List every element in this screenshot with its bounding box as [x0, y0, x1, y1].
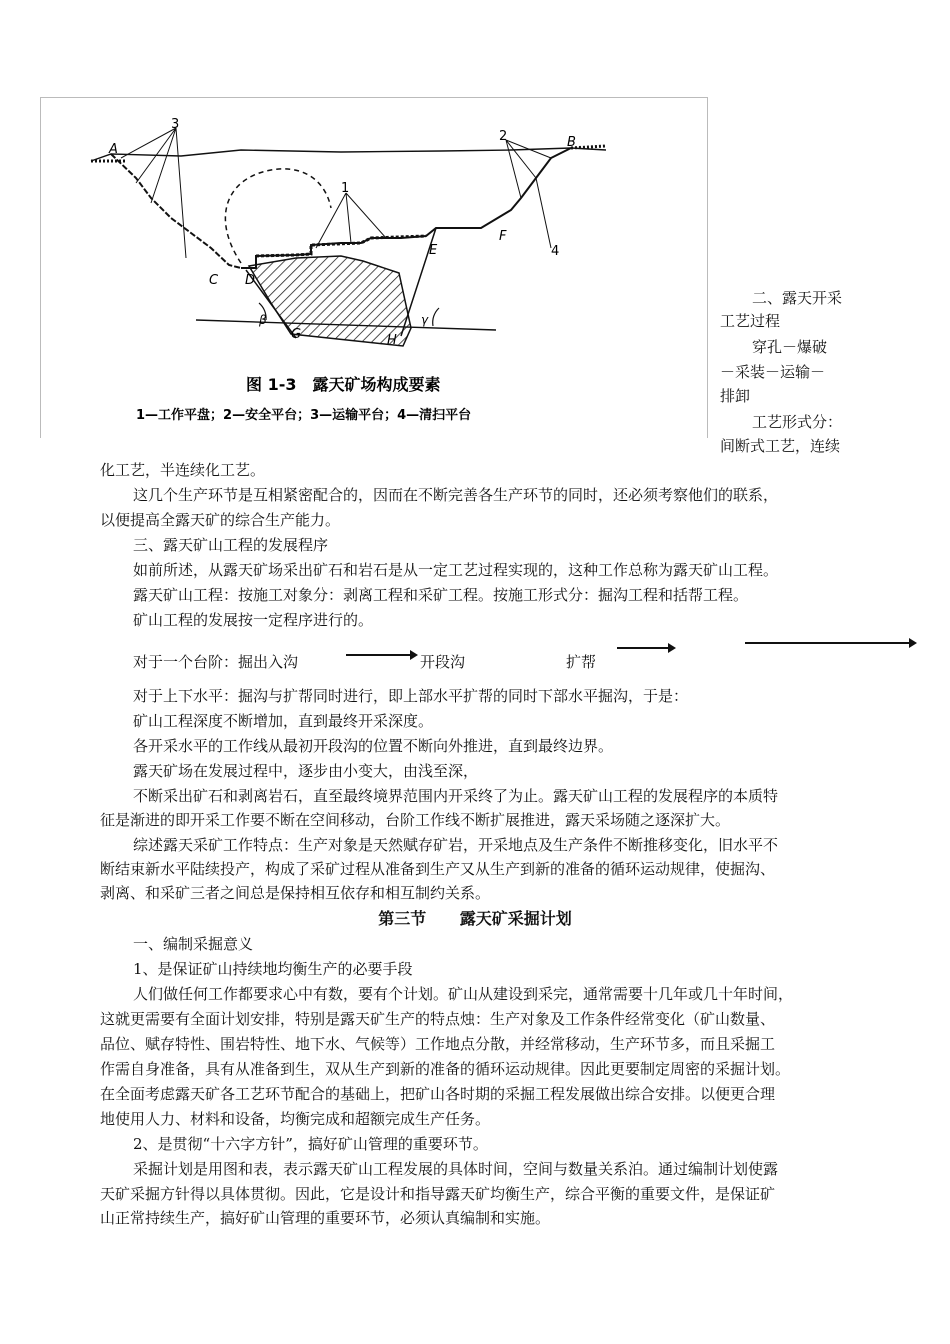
sub-heading-1: 一、编制采掘意义	[133, 935, 254, 953]
para-3b: 露天矿山工程：按施工对象分：剥离工程和采矿工程。按施工形式分：掘沟工程和括帮工程。	[133, 586, 749, 604]
para-q2c: 山正常持续生产，搞好矿山管理的重要环节，必须认真编制和实施。	[100, 1209, 551, 1227]
label-2: 2	[499, 129, 508, 144]
para-5: 矿山工程深度不断增加，直到最终开采深度。	[133, 712, 434, 730]
sub-heading-2: 1、是保证矿山持续地均衡生产的必要手段	[133, 960, 413, 978]
para-q1d: 作需自身准备，具有从准备到生，双从生产到新的准备的循环运动规律。因此更要制定周密的采掘计划。	[100, 1060, 791, 1078]
para-q1c: 品位、赋存特性、围岩特性、地下水、气候等）工作地点分散，并经常移动，生产环节多，而且采掘工	[100, 1035, 776, 1053]
flow-arrow-1	[346, 654, 416, 656]
para-3a: 如前所述，从露天矿场采出矿石和岩石是从一定工艺过程实现的，这种工作总称为露天矿山工程。	[133, 561, 779, 579]
section-heading	[0, 906, 950, 929]
figure-caption: 图 1-3 露天矿场构成要素	[246, 375, 441, 394]
para-9b: 断结束新水平陆续投产，构成了采矿过程从准备到生产又从生产到新的准备的循环运动规律，使掘沟、	[100, 860, 776, 878]
flow-arrow-2	[617, 647, 674, 649]
label-f: F	[499, 229, 507, 244]
side-line-3: 穿孔－爆破	[752, 338, 828, 356]
side-line-2: 工艺过程	[720, 312, 781, 330]
label-h: H	[387, 333, 397, 348]
para-q1e: 在全面考虑露天矿各工艺环节配合的基础上，把矿山各时期的采掘工程发展做出综合安排。以便更合理	[100, 1085, 776, 1103]
para-q1b: 这就更需要有全面计划安排，特别是露天矿生产的特点烛：生产对象及工作条件经常变化（矿山数量、	[100, 1010, 776, 1028]
para-2a: 这几个生产环节是互相紧密配合的，因而在不断完善各生产环节的同时，还必须考察他们的联系，	[133, 486, 779, 504]
label-e: E	[429, 243, 438, 258]
para-1: 化工艺，半连续化工艺。	[100, 461, 266, 479]
label-a: A	[109, 142, 118, 157]
flow-mid: 开段沟	[420, 653, 466, 671]
side-line-6: 工艺形式分：	[752, 413, 843, 431]
label-4: 4	[551, 244, 560, 259]
section-number: 第三节	[378, 909, 427, 928]
para-4: 对于上下水平：掘沟与扩帮同时进行，即上部水平扩帮的同时下部水平掘沟，于是：	[133, 687, 689, 705]
para-6: 各开采水平的工作线从最初开段沟的位置不断向外推进，直到最终边界。	[133, 737, 614, 755]
label-3: 3	[171, 117, 180, 132]
para-9a: 综述露天采矿工作特点：生产对象是天然赋存矿岩，开采地点及生产条件不断推移变化，旧水平不	[133, 836, 779, 854]
side-line-1: 二、露天开采	[752, 289, 843, 307]
para-3c: 矿山工程的发展按一定程序进行的。	[133, 611, 374, 629]
label-b: B	[567, 135, 576, 150]
side-line-5: 排卸	[720, 387, 751, 405]
section-3-heading: 三、露天矿山工程的发展程序	[133, 536, 329, 554]
side-line-7: 间断式工艺，连续	[720, 437, 841, 455]
para-8b: 征是渐进的即开采工作要不断在空间移动，台阶工作线不断扩展推进，露天采场随之逐深扩大。	[100, 811, 731, 829]
open-pit-figure	[40, 97, 708, 438]
section-title: 露天矿采掘计划	[459, 909, 572, 928]
para-8a: 不断采出矿石和剥离岩石，直至最终境界范围内开采终了为止。露天矿山工程的发展程序的本质特	[133, 787, 779, 805]
label-d: D	[245, 273, 256, 288]
para-q1a: 人们做任何工作都要求心中有数，要有个计划。矿山从建设到采完，通常需要十几年或几十年时间，	[133, 985, 794, 1003]
open-pit-diagram	[41, 98, 707, 438]
figure-legend: 1—工作平盘；2—安全平台；3—运输平台；4—清扫平台	[136, 408, 472, 423]
label-c: C	[209, 273, 219, 288]
para-q2a: 采掘计划是用图和表，表示露天矿山工程发展的具体时间，空间与数量关系泊。通过编制计划使露	[133, 1160, 779, 1178]
label-1: 1	[341, 181, 350, 196]
label-gamma: γ	[421, 313, 429, 327]
para-7: 露天矿场在发展过程中，逐步由小变大，由浅至深，	[133, 762, 479, 780]
para-q2b: 天矿采掘方针得以具体贯彻。因此，它是设计和指导露天矿均衡生产，综合平衡的重要文件，是保证矿	[100, 1185, 776, 1203]
flow-arrow-3	[745, 642, 915, 644]
para-q1f: 地使用人力、材料和设备，均衡完成和超额完成生产任务。	[100, 1110, 491, 1128]
side-line-4: －采装－运输－	[720, 363, 826, 381]
para-2b: 以便提高全露天矿的综合生产能力。	[100, 511, 341, 529]
para-9c: 剥离、和采矿三者之间总是保持相互依存和相互制约关系。	[100, 884, 491, 902]
flow-end: 扩帮	[566, 653, 597, 671]
flow-prefix: 对于一个台阶：掘出入沟	[133, 653, 299, 671]
label-g: G	[291, 327, 302, 342]
sub-heading-3: 2、是贯彻“十六字方针”，搞好矿山管理的重要环节。	[133, 1135, 488, 1153]
label-beta: β	[259, 313, 267, 327]
